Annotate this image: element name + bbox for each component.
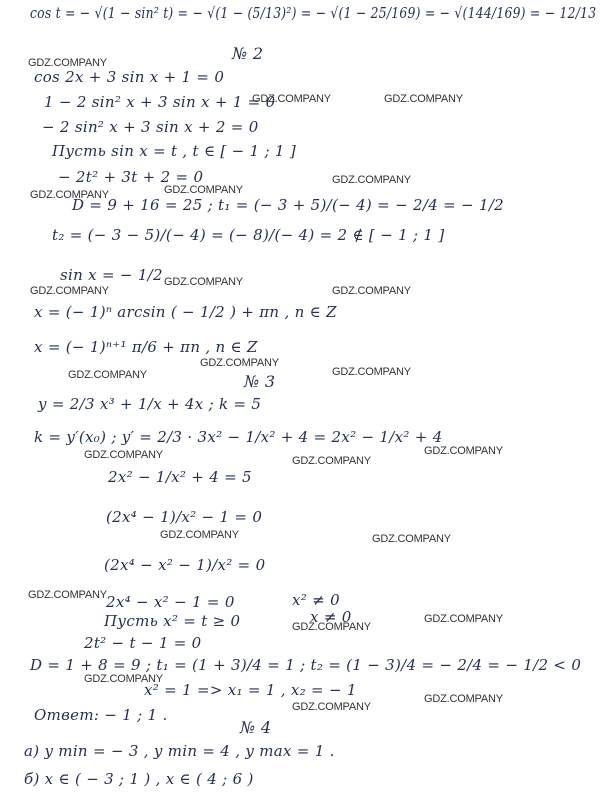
- watermark-text: GDZ.COMPANY: [68, 369, 147, 381]
- line-answer: Ответ: − 1 ; 1 .: [34, 706, 168, 724]
- line-biquadratic: 2x⁴ − x² − 1 = 0: [106, 593, 235, 611]
- watermark-text: GDZ.COMPANY: [292, 455, 371, 467]
- line-quadratic-2: 2t² − t − 1 = 0: [84, 634, 202, 652]
- watermark-text: GDZ.COMPANY: [28, 57, 107, 69]
- line-quadratic-t: − 2t² + 3t + 2 = 0: [58, 168, 204, 186]
- watermark-text: GDZ.COMPANY: [164, 184, 243, 196]
- line-equation-k: 2x² − 1/x² + 4 = 5: [108, 468, 252, 486]
- line-cos-value: cos t = − √(1 − sin² t) = − √(1 − (5/13)²) = − √(1 − 25/169) = − √(144/169) = − 12/13: [30, 4, 597, 22]
- line-let-t: Пусть sin x = t , t ∈ [ − 1 ; 1 ]: [52, 142, 296, 160]
- line-root-t2: t₂ = (− 3 − 5)/(− 4) = (− 8)/(− 4) = 2 ∉ [ − 1 ; 1 ]: [52, 226, 445, 244]
- watermark-text: GDZ.COMPANY: [30, 285, 109, 297]
- watermark-text: GDZ.COMPANY: [332, 366, 411, 378]
- watermark-text: GDZ.COMPANY: [30, 189, 109, 201]
- watermark-text: GDZ.COMPANY: [84, 449, 163, 461]
- watermark-text: GDZ.COMPANY: [164, 276, 243, 288]
- watermark-text: GDZ.COMPANY: [332, 174, 411, 186]
- watermark-text: GDZ.COMPANY: [160, 529, 239, 541]
- watermark-text: GDZ.COMPANY: [424, 445, 503, 457]
- line-domain-2: x ≠ 0: [310, 608, 352, 626]
- line-general-solution: x = (− 1)ⁿ arcsin ( − 1/2 ) + πn , n ∈ Z: [34, 303, 337, 321]
- line-part-a: а) y min = − 3 , y min = 4 , y max = 1 .: [24, 742, 335, 760]
- line-final-solution: x = (− 1)ⁿ⁺¹ π/6 + πn , n ∈ Z: [34, 338, 258, 356]
- line-rearranged: − 2 sin² x + 3 sin x + 2 = 0: [42, 118, 259, 136]
- watermark-text: GDZ.COMPANY: [424, 693, 503, 705]
- watermark-text: GDZ.COMPANY: [252, 93, 331, 105]
- watermark-text: GDZ.COMPANY: [384, 93, 463, 105]
- line-fraction-2: (2x⁴ − x² − 1)/x² = 0: [104, 556, 266, 574]
- heading-task-4: № 4: [240, 718, 272, 737]
- line-equation: cos 2x + 3 sin x + 1 = 0: [34, 68, 225, 86]
- line-discriminant: D = 9 + 16 = 25 ; t₁ = (− 3 + 5)/(− 4) = − 2/4 = − 1/2: [72, 196, 505, 214]
- line-substitution: 1 − 2 sin² x + 3 sin x + 1 = 0: [44, 93, 276, 111]
- line-fraction-1: (2x⁴ − 1)/x² − 1 = 0: [106, 508, 263, 526]
- line-discriminant-2: D = 1 + 8 = 9 ; t₁ = (1 + 3)/4 = 1 ; t₂ = (1 − 3)/4 = − 2/4 = − 1/2 < 0: [30, 656, 582, 674]
- heading-task-2: № 2: [232, 44, 264, 63]
- watermark-text: GDZ.COMPANY: [200, 357, 279, 369]
- line-sin-value: sin x = − 1/2: [60, 266, 163, 284]
- line-derivative: k = y′(x₀) ; y′ = 2/3 · 3x² − 1/x² + 4 = 2x² − 1/x² + 4: [34, 428, 443, 446]
- line-function: y = 2/3 x³ + 1/x + 4x ; k = 5: [38, 395, 262, 413]
- watermark-text: GDZ.COMPANY: [332, 285, 411, 297]
- watermark-text: GDZ.COMPANY: [84, 673, 163, 685]
- watermark-text: GDZ.COMPANY: [292, 621, 371, 633]
- line-part-b: б) x ∈ ( − 3 ; 1 ) , x ∈ ( 4 ; 6 ): [24, 770, 254, 788]
- watermark-text: GDZ.COMPANY: [424, 613, 503, 625]
- watermark-text: GDZ.COMPANY: [372, 533, 451, 545]
- watermark-text: GDZ.COMPANY: [292, 701, 371, 713]
- watermark-text: GDZ.COMPANY: [28, 589, 107, 601]
- line-domain-1: x² ≠ 0: [292, 591, 340, 609]
- line-roots-x: x² = 1 => x₁ = 1 , x₂ = − 1: [144, 681, 357, 699]
- line-let-x2: Пусть x² = t ≥ 0: [104, 612, 241, 630]
- heading-task-3: № 3: [244, 372, 276, 391]
